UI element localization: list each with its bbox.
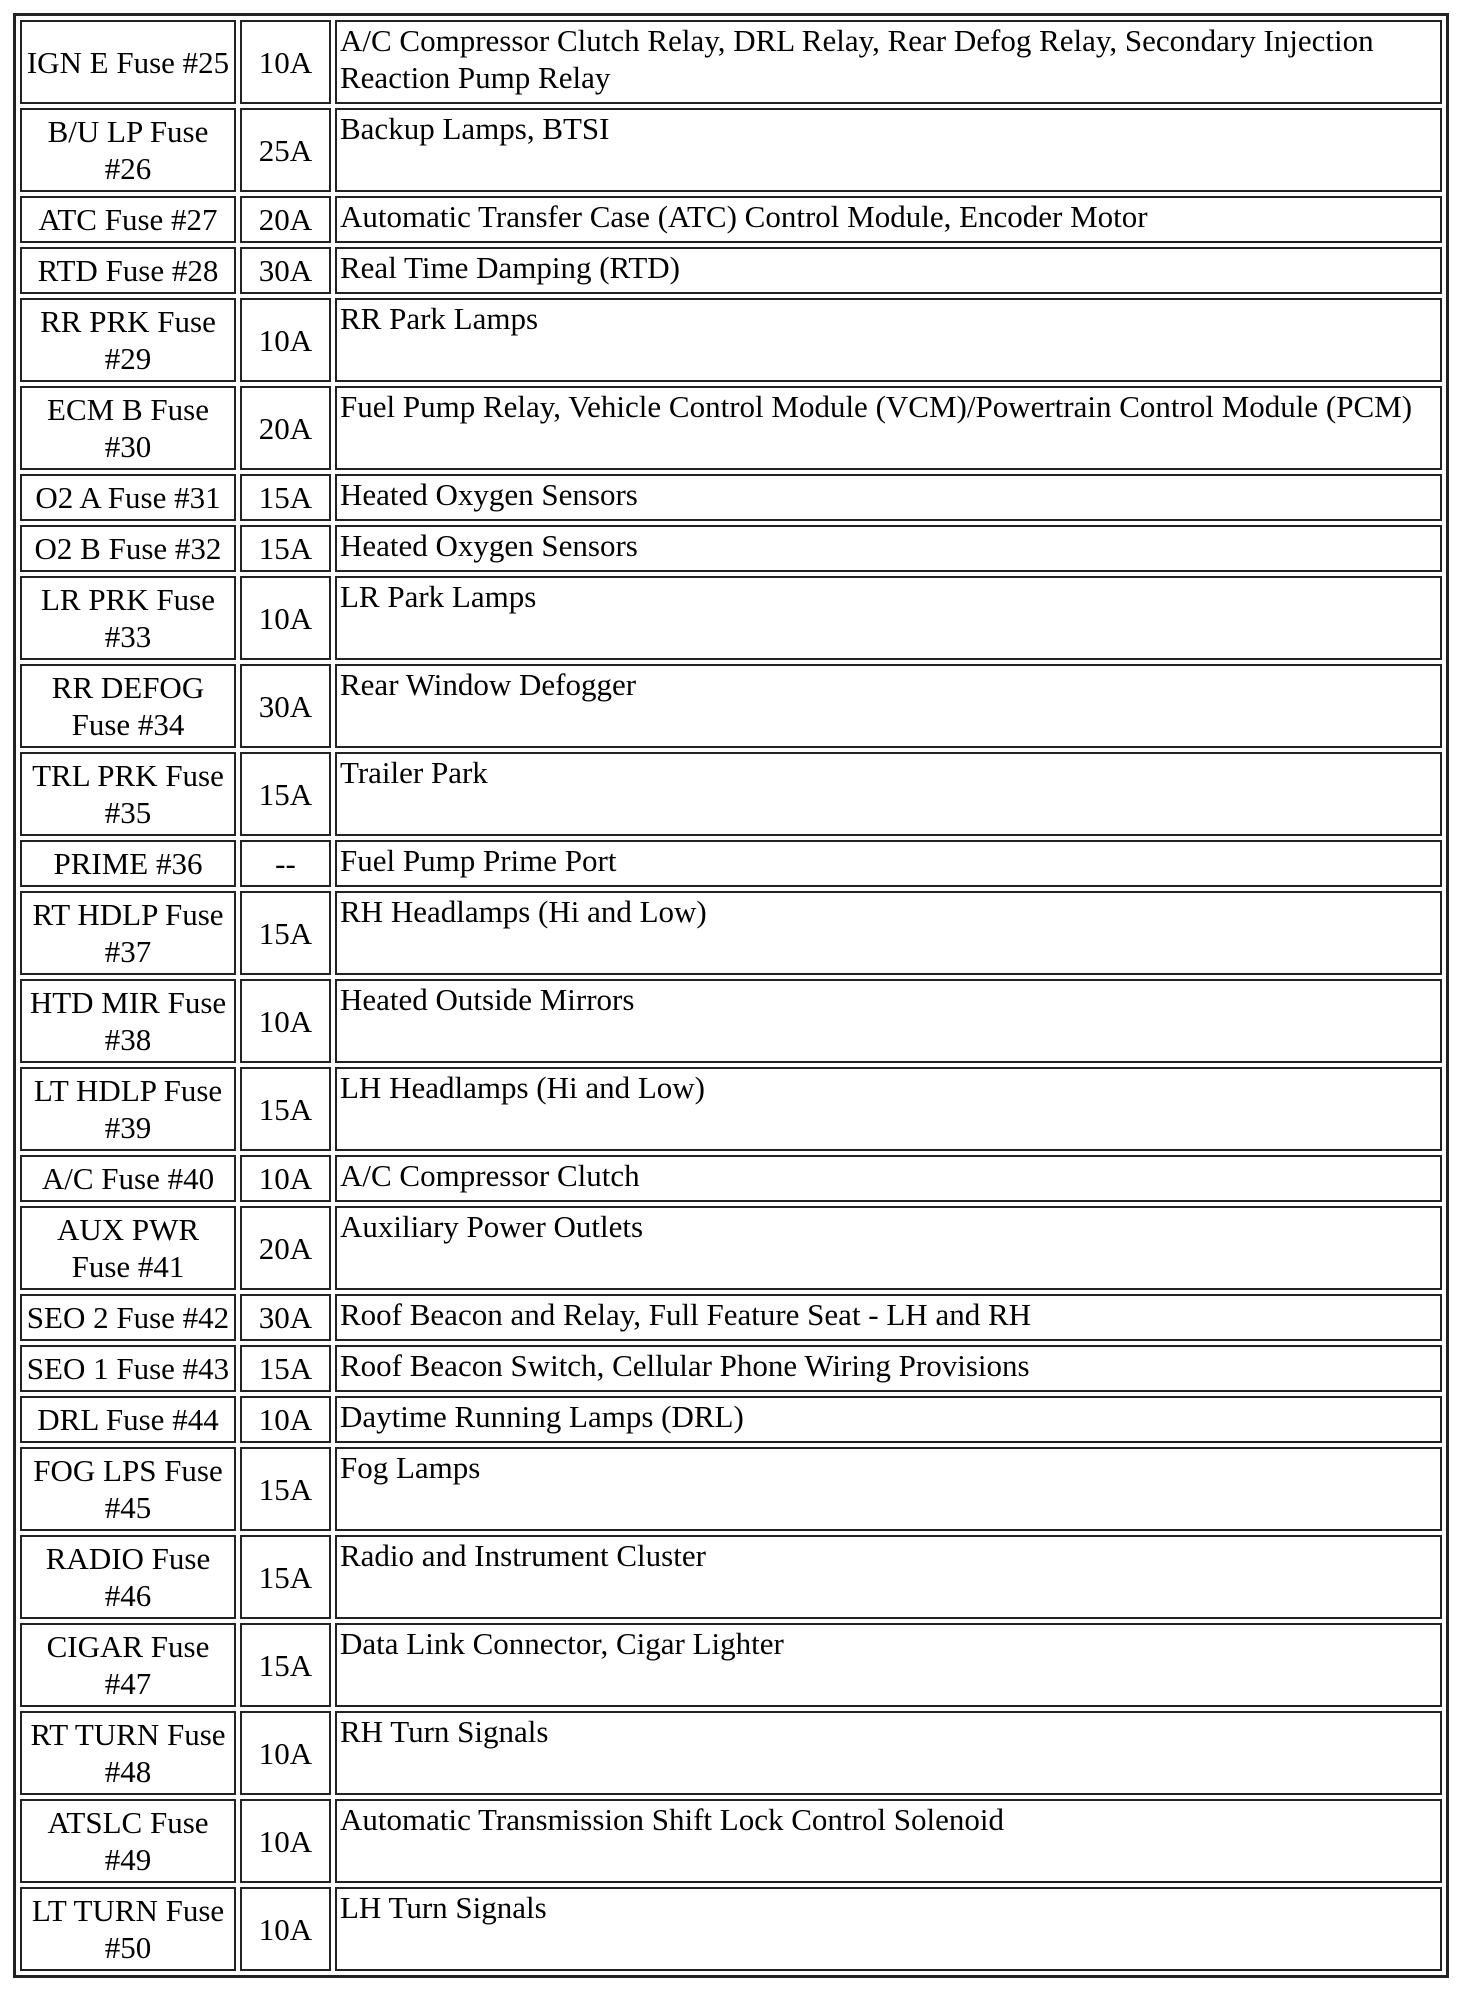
table-row: [20, 1396, 1442, 1443]
fuse-name: CIGAR Fuse #47: [20, 1623, 236, 1707]
fuse-name: RADIO Fuse #46: [20, 1535, 236, 1619]
fuse-description: LH Headlamps (Hi and Low): [335, 1067, 1442, 1151]
fuse-name: ECM B Fuse #30: [20, 386, 236, 470]
table-row: [20, 1535, 1442, 1619]
fuse-amperage: 10A: [240, 1799, 331, 1883]
fuse-description: LR Park Lamps: [335, 576, 1442, 660]
fuse-description: Heated Outside Mirrors: [335, 979, 1442, 1063]
table-row: [20, 474, 1442, 521]
fuse-description: Automatic Transmission Shift Lock Control Solenoid: [335, 1799, 1442, 1883]
fuse-name: IGN E Fuse #25: [20, 20, 236, 104]
fuse-description: Auxiliary Power Outlets: [335, 1206, 1442, 1290]
table-row: [20, 752, 1442, 836]
fuse-description: Data Link Connector, Cigar Lighter: [335, 1623, 1442, 1707]
fuse-description: Real Time Damping (RTD): [335, 247, 1442, 294]
fuse-amperage: 10A: [240, 1887, 331, 1971]
fuse-amperage: 15A: [240, 1535, 331, 1619]
fuse-amperage: 30A: [240, 247, 331, 294]
table-row: [20, 891, 1442, 975]
fuse-description: RH Turn Signals: [335, 1711, 1442, 1795]
fuse-amperage: 10A: [240, 20, 331, 104]
fuse-name: LR PRK Fuse #33: [20, 576, 236, 660]
fuse-name: RT TURN Fuse #48: [20, 1711, 236, 1795]
fuse-amperage: 30A: [240, 1294, 331, 1341]
fuse-description: Fuel Pump Prime Port: [335, 840, 1442, 887]
table-row: [20, 298, 1442, 382]
fuse-amperage: 30A: [240, 664, 331, 748]
fuse-description: Backup Lamps, BTSI: [335, 108, 1442, 192]
fuse-name: SEO 1 Fuse #43: [20, 1345, 236, 1392]
fuse-description: Roof Beacon and Relay, Full Feature Seat - LH and RH: [335, 1294, 1442, 1341]
table-row: [20, 1711, 1442, 1795]
table-row: [20, 1067, 1442, 1151]
table-row: [20, 979, 1442, 1063]
table-row: [20, 840, 1442, 887]
fuse-name: LT HDLP Fuse #39: [20, 1067, 236, 1151]
fuse-name: RTD Fuse #28: [20, 247, 236, 294]
fuse-name: RR DEFOG Fuse #34: [20, 664, 236, 748]
fuse-amperage: 15A: [240, 1447, 331, 1531]
fuse-name: B/U LP Fuse #26: [20, 108, 236, 192]
fuse-description: Fuel Pump Relay, Vehicle Control Module (VCM)/Powertrain Control Module (PCM): [335, 386, 1442, 470]
fuse-amperage: --: [240, 840, 331, 887]
table-row: [20, 1345, 1442, 1392]
fuse-description: RH Headlamps (Hi and Low): [335, 891, 1442, 975]
fuse-description: Fog Lamps: [335, 1447, 1442, 1531]
fuse-name: PRIME #36: [20, 840, 236, 887]
fuse-description: A/C Compressor Clutch Relay, DRL Relay, Rear Defog Relay, Secondary Injection Reaction Pump Relay: [335, 20, 1442, 104]
table-row: [20, 1623, 1442, 1707]
fuse-amperage: 10A: [240, 1396, 331, 1443]
fuse-amperage: 10A: [240, 576, 331, 660]
table-row: [20, 1887, 1442, 1971]
fuse-name: HTD MIR Fuse #38: [20, 979, 236, 1063]
fuse-name: A/C Fuse #40: [20, 1155, 236, 1202]
fuse-description: Automatic Transfer Case (ATC) Control Module, Encoder Motor: [335, 196, 1442, 243]
table-row: [20, 386, 1442, 470]
table-row: [20, 1206, 1442, 1290]
fuse-name: O2 A Fuse #31: [20, 474, 236, 521]
fuse-description: Trailer Park: [335, 752, 1442, 836]
fuse-table: [13, 13, 1449, 1978]
table-row: [20, 525, 1442, 572]
fuse-amperage: 25A: [240, 108, 331, 192]
fuse-name: TRL PRK Fuse #35: [20, 752, 236, 836]
fuse-name: RR PRK Fuse #29: [20, 298, 236, 382]
fuse-name: O2 B Fuse #32: [20, 525, 236, 572]
fuse-description: Heated Oxygen Sensors: [335, 525, 1442, 572]
fuse-amperage: 15A: [240, 1623, 331, 1707]
fuse-amperage: 15A: [240, 891, 331, 975]
fuse-amperage: 15A: [240, 1345, 331, 1392]
fuse-amperage: 10A: [240, 979, 331, 1063]
fuse-description: Heated Oxygen Sensors: [335, 474, 1442, 521]
fuse-name: ATSLC Fuse #49: [20, 1799, 236, 1883]
table-row: [20, 664, 1442, 748]
fuse-name: RT HDLP Fuse #37: [20, 891, 236, 975]
fuse-name: LT TURN Fuse #50: [20, 1887, 236, 1971]
fuse-amperage: 10A: [240, 298, 331, 382]
fuse-amperage: 15A: [240, 1067, 331, 1151]
fuse-name: SEO 2 Fuse #42: [20, 1294, 236, 1341]
fuse-name: DRL Fuse #44: [20, 1396, 236, 1443]
fuse-description: Roof Beacon Switch, Cellular Phone Wiring Provisions: [335, 1345, 1442, 1392]
fuse-name: AUX PWR Fuse #41: [20, 1206, 236, 1290]
fuse-description: LH Turn Signals: [335, 1887, 1442, 1971]
table-row: [20, 1294, 1442, 1341]
fuse-amperage: 20A: [240, 1206, 331, 1290]
table-row: [20, 196, 1442, 243]
table-row: [20, 1447, 1442, 1531]
fuse-description: Rear Window Defogger: [335, 664, 1442, 748]
fuse-name: FOG LPS Fuse #45: [20, 1447, 236, 1531]
fuse-description: A/C Compressor Clutch: [335, 1155, 1442, 1202]
table-row: [20, 1799, 1442, 1883]
fuse-amperage: 15A: [240, 752, 331, 836]
fuse-name: ATC Fuse #27: [20, 196, 236, 243]
fuse-amperage: 10A: [240, 1711, 331, 1795]
table-row: [20, 108, 1442, 192]
table-row: [20, 576, 1442, 660]
table-row: [20, 1155, 1442, 1202]
fuse-amperage: 20A: [240, 386, 331, 470]
table-row: [20, 20, 1442, 104]
table-row: [20, 247, 1442, 294]
fuse-description: RR Park Lamps: [335, 298, 1442, 382]
fuse-description: Radio and Instrument Cluster: [335, 1535, 1442, 1619]
fuse-amperage: 10A: [240, 1155, 331, 1202]
fuse-amperage: 15A: [240, 525, 331, 572]
fuse-amperage: 15A: [240, 474, 331, 521]
fuse-amperage: 20A: [240, 196, 331, 243]
fuse-description: Daytime Running Lamps (DRL): [335, 1396, 1442, 1443]
